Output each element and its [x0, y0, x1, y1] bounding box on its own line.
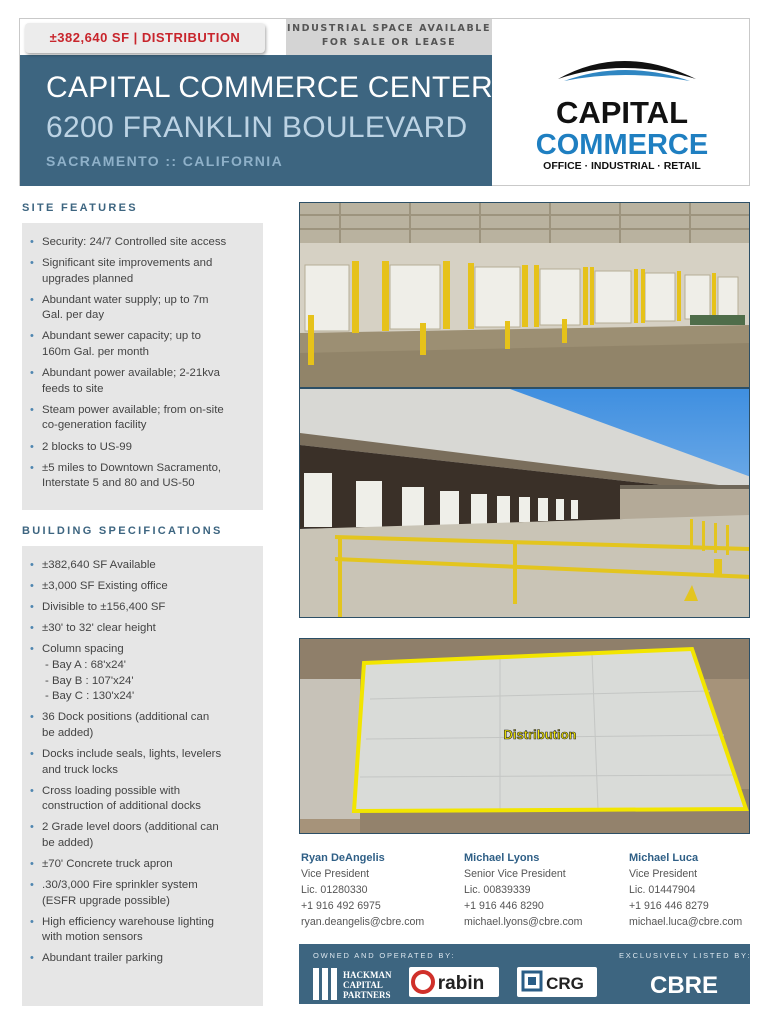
footer-bar [299, 944, 750, 1004]
bullet-icon: • [30, 784, 34, 797]
contact-phone[interactable]: +1 916 446 8290 [464, 900, 544, 912]
cbre-text: CBRE [649, 972, 719, 999]
list-item-text: feeds to site [42, 382, 104, 395]
bullet-icon: • [30, 257, 34, 270]
header-banner [19, 18, 750, 186]
list-item-text: Abundant power available; 2-21kva [42, 367, 220, 380]
list-item [30, 710, 257, 741]
list-item [30, 440, 257, 456]
list-item [30, 558, 257, 574]
list-item [30, 747, 257, 778]
contact-name: Michael Lyons [464, 852, 540, 864]
bullet-icon: • [30, 293, 34, 306]
list-item [30, 600, 257, 616]
list-item-text: ±3,000 SF Existing office [42, 580, 168, 593]
list-item-text: (ESFR upgrade possible) [42, 894, 170, 907]
contact-title: Vice President [301, 868, 370, 880]
list-item-text: be added) [42, 726, 94, 739]
bullet-icon: • [30, 461, 34, 474]
bullet-icon: • [30, 367, 34, 380]
list-item-text: Abundant sewer capacity; up to [42, 330, 201, 343]
list-item [30, 579, 257, 595]
contact-phone[interactable]: +1 916 492 6975 [301, 900, 381, 912]
list-item-text: be added) [42, 836, 94, 849]
list-item [30, 235, 257, 251]
photo-aerial [299, 638, 750, 834]
owned-label: OWNED AND OPERATED BY: [313, 951, 456, 960]
hackman-line-1: HACKMAN [343, 970, 392, 980]
list-item-text: Security: 24/7 Controlled site access [42, 236, 227, 248]
site-features-heading: SITE FEATURES [22, 202, 138, 214]
photo-exterior-docks [299, 388, 750, 618]
building-specs-list [22, 546, 263, 967]
logo-word-capital: CAPITAL [555, 95, 689, 130]
property-address: 6200 FRANKLIN BOULEVARD [46, 111, 468, 144]
property-location: SACRAMENTO :: CALIFORNIA [46, 153, 284, 169]
list-item [30, 461, 257, 492]
tagline-box [286, 19, 492, 55]
logo-word-commerce: COMMERCE [535, 129, 709, 161]
hackman-line-3: PARTNERS [343, 990, 391, 1000]
rabin-text: rabin [437, 973, 485, 994]
list-item [30, 915, 257, 946]
contact-email[interactable]: ryan.deangelis@cbre.com [301, 916, 425, 928]
list-item-text: construction of additional docks [42, 800, 201, 813]
bullet-icon: • [30, 711, 34, 724]
list-item-text: with motion sensors [42, 931, 143, 944]
bullet-icon: • [30, 747, 34, 760]
list-item-text: High efficiency warehouse lighting [42, 915, 215, 928]
list-item-text: .30/3,000 Fire sprinkler system [42, 879, 198, 892]
list-item-text: - Bay A : 68'x24' [45, 658, 126, 671]
bullet-icon: • [30, 440, 34, 453]
list-item-text: Cross loading possible with [42, 784, 181, 797]
list-item-text: ±5 miles to Downtown Sacramento, [42, 461, 222, 474]
crg-text: CRG [546, 974, 584, 993]
contact-phone[interactable]: +1 916 446 8279 [629, 900, 709, 912]
capital-commerce-logo [500, 35, 744, 175]
list-item [30, 784, 257, 815]
list-item-text: ±382,640 SF Available [42, 559, 156, 571]
listed-label: EXCLUSIVELY LISTED BY: [619, 951, 752, 960]
bullet-icon: • [30, 236, 34, 248]
contact-license: Lic. 01447904 [629, 884, 696, 896]
list-item [30, 820, 257, 851]
aerial-label: Distribution [503, 727, 577, 742]
list-item-text: Divisible to ±156,400 SF [42, 601, 166, 614]
contact-license: Lic. 00839339 [464, 884, 531, 896]
list-item-text: Steam power available; from on-site [42, 403, 224, 416]
contact-card-2 [464, 850, 583, 930]
list-item-text: ±70' Concrete truck apron [42, 858, 173, 870]
tagline-line-2: FOR SALE OR LEASE [321, 37, 457, 48]
bullet-icon: • [30, 622, 34, 635]
hackman-line-2: CAPITAL [343, 980, 383, 990]
list-item-text: 2 blocks to US-99 [42, 440, 132, 453]
contact-title: Vice President [629, 868, 698, 880]
building-specs-heading: BUILDING SPECIFICATIONS [22, 525, 223, 537]
bullet-icon: • [30, 559, 34, 571]
list-item-text: Abundant trailer parking [42, 952, 163, 965]
list-item-text: Column spacing [42, 643, 124, 656]
contact-name: Michael Luca [629, 852, 699, 864]
contact-name: Ryan DeAngelis [301, 852, 385, 864]
list-item [30, 403, 257, 434]
list-item-text: Abundant water supply; up to 7m [42, 293, 209, 306]
list-item-text: co-generation facility [42, 419, 147, 432]
bullet-icon: • [30, 821, 34, 834]
contact-license: Lic. 01280330 [301, 884, 368, 896]
crg-logo [517, 967, 597, 997]
list-item-text: Docks include seals, lights, levelers [42, 747, 222, 760]
contact-email[interactable]: michael.lyons@cbre.com [464, 916, 583, 928]
contact-card-3 [629, 850, 742, 930]
size-badge: ±382,640 SF | DISTRIBUTION [25, 23, 265, 53]
bullet-icon: • [30, 580, 34, 593]
contact-title: Senior Vice President [464, 868, 566, 880]
contact-email[interactable]: michael.luca@cbre.com [629, 916, 743, 928]
list-item-text: 2 Grade level doors (additional can [42, 821, 219, 834]
bullet-icon: • [30, 915, 34, 928]
title-block [20, 55, 492, 186]
list-item [30, 256, 257, 287]
list-item-text: and truck locks [42, 763, 118, 776]
bullet-icon: • [30, 403, 34, 416]
list-item-text: Significant site improvements and [42, 257, 213, 270]
list-item-text: upgrades planned [42, 272, 134, 285]
logo-subtitle: OFFICE · INDUSTRIAL · RETAIL [543, 160, 701, 172]
list-item-text: - Bay C : 130'x24' [45, 690, 135, 703]
site-features-list [22, 223, 263, 492]
tagline-line-1: INDUSTRIAL SPACE AVAILABLE [286, 23, 492, 34]
list-item [30, 857, 257, 873]
bullet-icon: • [30, 879, 34, 892]
list-item-text: Interstate 5 and 80 and US-50 [42, 477, 195, 490]
list-item-text: 36 Dock positions (additional can [42, 711, 210, 724]
list-item [30, 329, 257, 360]
property-title: CAPITAL COMMERCE CENTER [46, 71, 493, 104]
cbre-logo [629, 966, 739, 1000]
list-item [30, 366, 257, 397]
bullet-icon: • [30, 330, 34, 343]
list-item-text: Gal. per day [42, 309, 105, 322]
bullet-icon: • [30, 952, 34, 965]
list-item-text: ±30' to 32' clear height [42, 622, 156, 635]
bullet-icon: • [30, 601, 34, 614]
contact-card-1 [301, 850, 424, 930]
building-specs-panel [22, 546, 263, 1006]
list-item [30, 951, 257, 967]
list-item [30, 293, 257, 324]
list-item [30, 621, 257, 637]
list-item-text: 160m Gal. per month [42, 346, 149, 359]
list-item [30, 642, 257, 704]
site-features-panel [22, 223, 263, 510]
rabin-logo [409, 967, 499, 997]
photo-interior-docks [299, 202, 750, 388]
hackman-capital-logo [313, 968, 399, 1000]
bullet-icon: • [30, 643, 34, 656]
list-item-text: - Bay B : 107'x24' [45, 674, 134, 687]
list-item [30, 878, 257, 909]
bullet-icon: • [30, 858, 34, 870]
